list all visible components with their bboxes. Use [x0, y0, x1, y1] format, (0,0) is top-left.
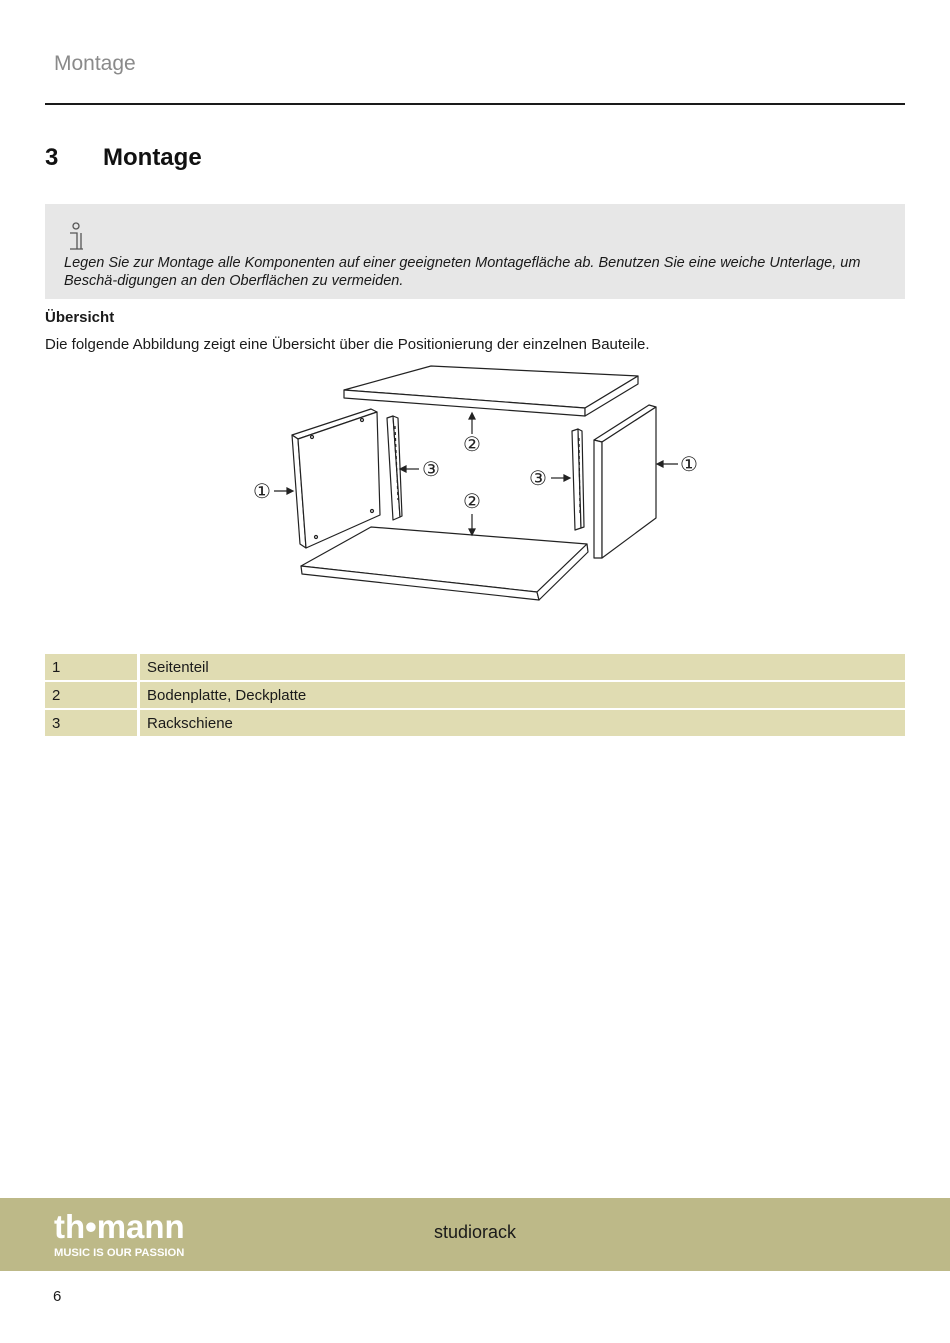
callout-1-right: ①	[680, 454, 698, 476]
section-number: 3	[45, 144, 59, 171]
callout-2-bottom: ②	[463, 491, 481, 513]
info-note	[45, 204, 905, 299]
top-panel	[344, 366, 638, 416]
table-row	[45, 682, 905, 708]
section-heading	[45, 144, 202, 172]
logo-brand: th•mann	[54, 1208, 185, 1245]
bottom-panel	[301, 527, 588, 600]
legend-label: Bodenplatte, Deckplatte	[140, 682, 905, 708]
legend-label: Rackschiene	[140, 710, 905, 736]
footer-band	[0, 1198, 950, 1271]
table-row	[45, 710, 905, 736]
parts-legend-table	[45, 652, 905, 738]
header-rule	[45, 103, 905, 105]
legend-label: Seitenteil	[140, 654, 905, 680]
callout-3-right: ③	[529, 468, 547, 490]
left-side-panel	[292, 409, 380, 548]
overview-intro: Die folgende Abbildung zeigt eine Übersicht über die Positionierung der einzelnen Bauteile.	[45, 336, 650, 353]
assembly-diagram	[240, 360, 710, 610]
page-number: 6	[53, 1288, 62, 1305]
logo-tagline: MUSIC IS OUR PASSION	[54, 1247, 185, 1259]
right-rack-rail	[572, 429, 584, 530]
running-head-title: Montage	[54, 52, 136, 75]
left-rack-rail	[387, 416, 402, 520]
note-text: Legen Sie zur Montage alle Komponenten auf einer geeigneten Montagefläche ab. Benutzen Sie eine weiche Unterlage, um Beschä-digungen an den Oberflächen zu vermeiden.	[64, 255, 861, 289]
right-side-panel	[594, 405, 656, 558]
legend-key: 2	[45, 682, 140, 708]
legend-key: 1	[45, 654, 140, 680]
section-title: Montage	[103, 144, 202, 171]
footer-product-name: studiorack	[433, 1222, 517, 1242]
callout-3-left: ③	[422, 459, 440, 481]
callout-2-top: ②	[463, 434, 481, 456]
callout-1-left: ①	[253, 481, 271, 503]
table-row	[45, 654, 905, 680]
overview-heading: Übersicht	[45, 309, 115, 326]
legend-key: 3	[45, 710, 140, 736]
info-icon	[67, 222, 89, 252]
